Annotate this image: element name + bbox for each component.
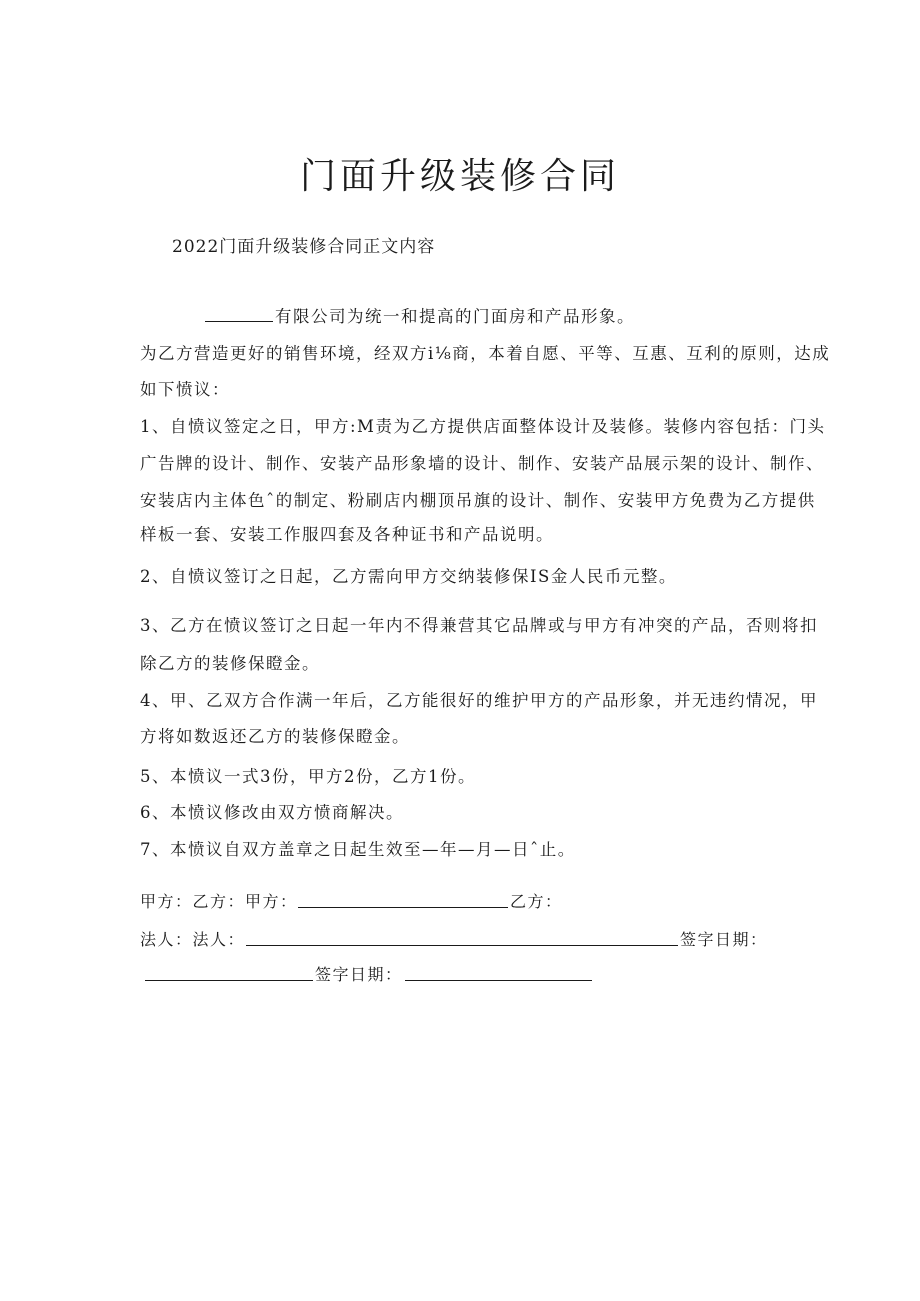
body-line-2: 如下愤议： bbox=[140, 380, 230, 399]
clause-1-line-2: 广告牌的设计、制作、安装产品形象墙的设计、制作、安装产品展示架的设计、制作、 bbox=[140, 454, 824, 473]
intro-text: 有限公司为统一和提高的门面房和产品形象。 bbox=[275, 307, 635, 326]
clause-6: 6、本愤议修改由双方愤商解决。 bbox=[140, 803, 404, 822]
clause-3-line-2: 除乙方的装修保瞪金。 bbox=[140, 654, 320, 673]
document-subtitle: 2022门面升级装修合同正文内容 bbox=[172, 237, 436, 257]
clause-1-line-1: 1、自愤议签定之日，甲方:M责为乙方提供店面整体设计及装修。装修内容包括：门头 bbox=[140, 417, 826, 436]
signature-date-label-1: 签字日期： bbox=[680, 930, 768, 949]
company-name-blank bbox=[205, 307, 273, 322]
clause-1-line-4: 样板一套、安装工作服四套及各种证书和产品说明。 bbox=[140, 525, 554, 544]
signature-legal-labels: 法人：法人： bbox=[140, 930, 246, 949]
signature-party-b-label: 乙方： bbox=[510, 892, 563, 911]
clause-7: 7、本愤议自双方盖章之日起生效至—年—月—日ˆ止。 bbox=[140, 840, 576, 859]
clause-4-line-1: 4、甲、乙双方合作满一年后，乙方能很好的维护甲方的产品形象，并无违约情况，甲 bbox=[140, 691, 818, 710]
clause-4-line-2: 方将如数返还乙方的装修保瞪金。 bbox=[140, 727, 410, 746]
document-title: 门面升级装修合同 bbox=[299, 156, 620, 197]
signature-party-labels: 甲方：乙方：甲方： bbox=[140, 892, 298, 911]
intro-line bbox=[205, 303, 635, 327]
clause-3-line-1: 3、乙方在愤议签订之日起一年内不得兼营其它品牌或与甲方有冲突的产品，否则将扣 bbox=[140, 616, 818, 635]
body-line-1: 为乙方营造更好的销售环境，经双方i⅛商，本着自愿、平等、互惠、互利的原则，达成 bbox=[140, 344, 831, 363]
date-blank-1 bbox=[145, 980, 313, 981]
signature-date-label-2: 签字日期： bbox=[315, 965, 403, 984]
clause-5: 5、本愤议一式3份，甲方2份，乙方1份。 bbox=[140, 767, 476, 786]
clause-2: 2、自愤议签订之日起，乙方需向甲方交纳装修保IS金人民币元整。 bbox=[140, 567, 677, 586]
legal-person-blank bbox=[246, 945, 678, 946]
date-blank-2 bbox=[405, 980, 592, 981]
clause-1-line-3: 安装店内主体色ˆ的制定、粉刷店内棚顶吊旗的设计、制作、安装甲方免费为乙方提供 bbox=[140, 491, 816, 510]
party-a-blank bbox=[298, 907, 508, 908]
